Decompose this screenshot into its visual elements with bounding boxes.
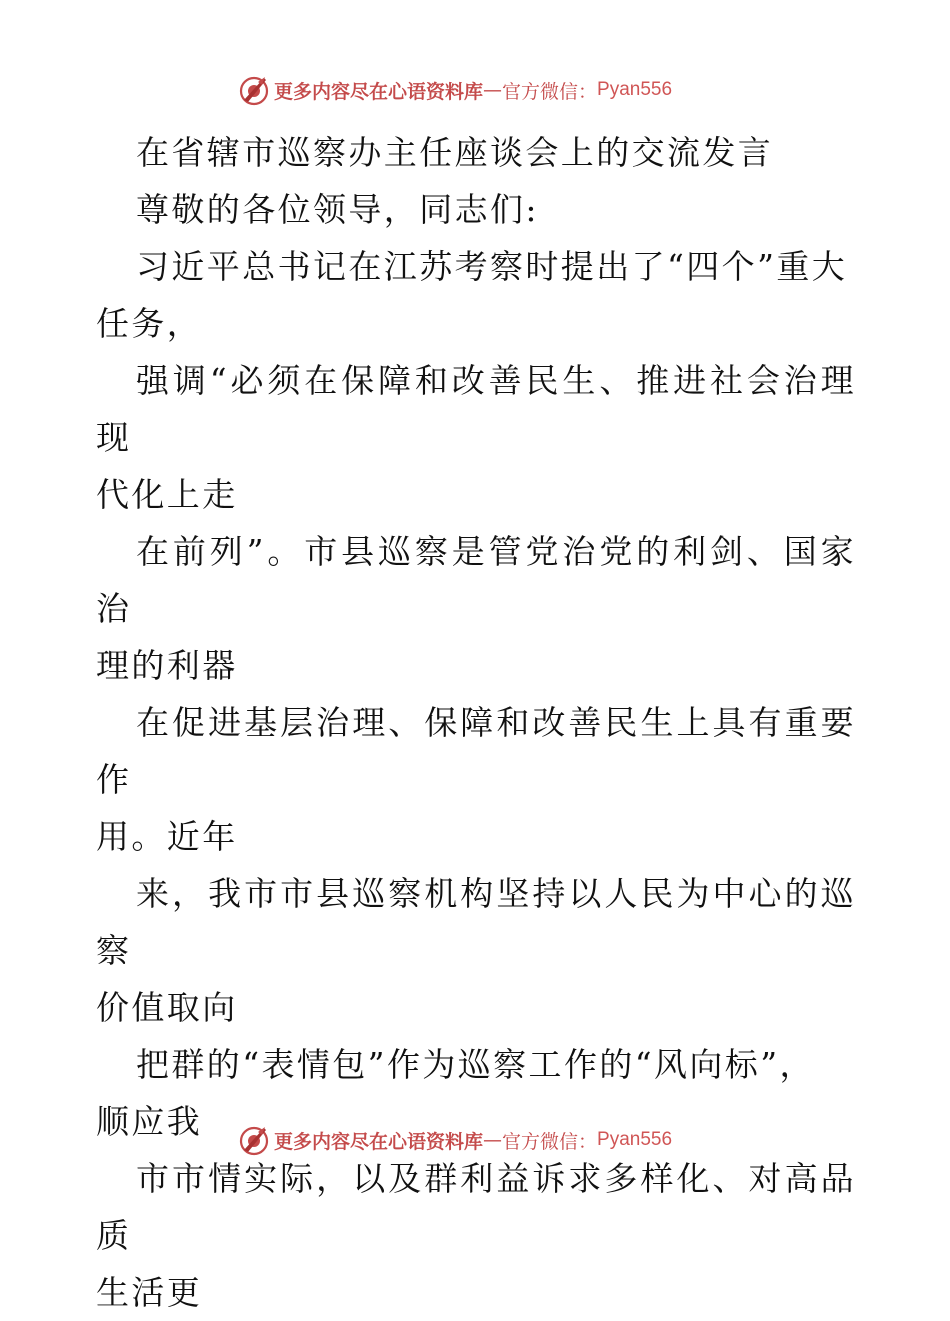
paragraph-line: 市市情实际，以及群利益诉求多样化、对高品质 — [96, 1159, 856, 1255]
paragraph-continuation: 生活更 — [96, 1273, 203, 1312]
body-paragraph — [96, 694, 856, 865]
header-banner — [238, 74, 672, 106]
paragraph-line: 来，我市市县巡察机构坚持以人民为中心的巡察 — [96, 874, 856, 970]
banner-site-text: 更多内容尽在心语资料库 — [274, 80, 484, 103]
document-title: 在省辖市巡察办主任座谈会上的交流发言 — [136, 133, 774, 172]
body-paragraph — [96, 238, 856, 352]
paragraph-line: 强调“必须在保障和改善民生、推进社会治理现 — [96, 361, 856, 457]
banner-dash: — — [483, 1129, 503, 1151]
paragraph-continuation: 顺应我 — [96, 1102, 203, 1141]
paragraph-line: 习近平总书记在江苏考察时提出了“四个”重大 — [136, 247, 848, 286]
banner-wechat-id: Pyan556 — [597, 79, 673, 100]
paragraph-continuation: 理的利器 — [96, 646, 238, 685]
banner-wechat-label: 官方微信： — [502, 80, 598, 103]
banner-wechat-id: Pyan556 — [597, 1129, 673, 1150]
paragraph-line: 把群的“表情包”作为巡察工作的“风向标”， — [136, 1045, 815, 1084]
paragraph-continuation: 代化上走 — [96, 475, 238, 514]
banner-dash: — — [483, 79, 503, 101]
body-paragraph — [96, 523, 856, 694]
footer-banner — [238, 1124, 672, 1156]
paragraph-line: 在前列”。市县巡察是管党治党的利剑、国家治 — [96, 532, 856, 628]
salutation: 尊敬的各位领导，同志们: — [136, 190, 539, 229]
quill-logo-icon — [238, 1124, 270, 1156]
body-paragraph — [96, 1150, 856, 1321]
paragraph-continuation: 价值取向 — [96, 988, 238, 1027]
quill-logo-icon — [238, 74, 270, 106]
paragraph-line: 在促进基层治理、保障和改善民生上具有重要作 — [96, 703, 856, 799]
banner-site-text: 更多内容尽在心语资料库 — [274, 1130, 484, 1153]
paragraph-continuation: 任务， — [96, 304, 203, 343]
body-paragraph — [96, 352, 856, 523]
banner-wechat-label: 官方微信： — [502, 1130, 598, 1153]
paragraph-continuation: 用。近年 — [96, 817, 238, 856]
body-paragraph — [96, 865, 856, 1036]
